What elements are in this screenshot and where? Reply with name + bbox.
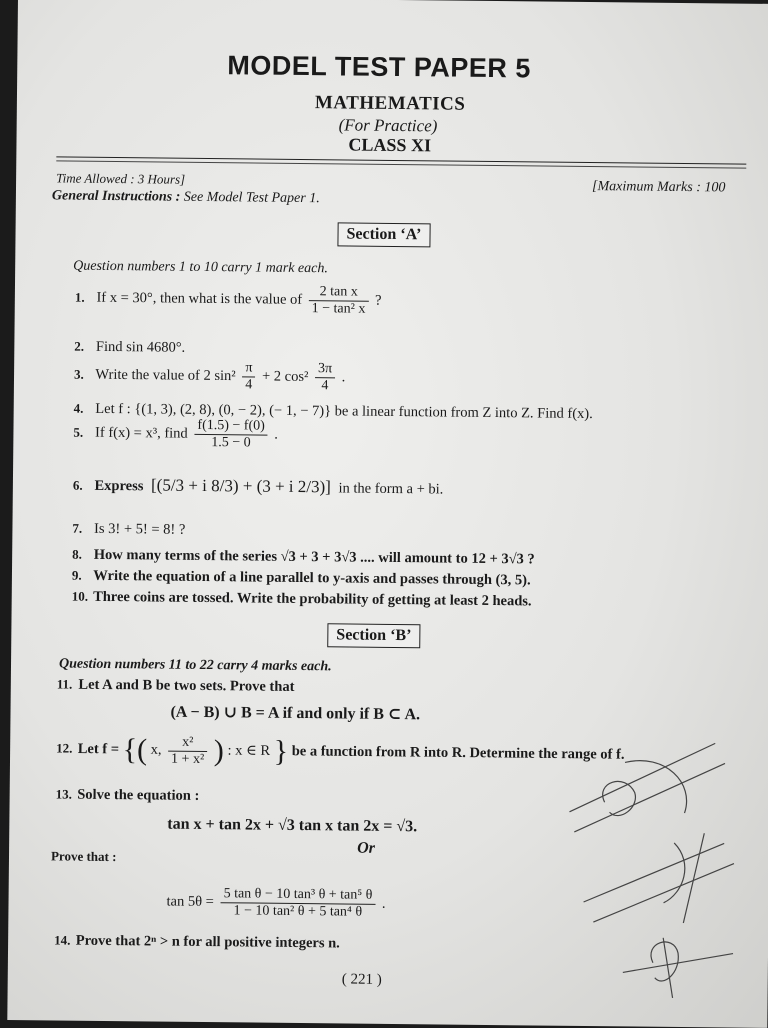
general-instructions-text: See Model Test Paper 1.	[183, 189, 320, 207]
question-text-end: .	[341, 369, 346, 386]
question-number: 6.	[72, 477, 83, 493]
question-text: Prove that 2ⁿ > n for all positive integers n.	[75, 932, 340, 952]
fraction-numerator: 2 tan x	[309, 284, 369, 302]
fraction-numerator: f(1.5) − f(0)	[194, 418, 268, 436]
page-number: ( 221 )	[341, 971, 382, 988]
set-condition: : x ∈ R	[227, 742, 271, 760]
question-5	[73, 417, 278, 452]
fraction-denominator: 4	[321, 378, 329, 394]
section-a-note: Question numbers 1 to 10 carry 1 mark each.	[73, 258, 328, 277]
prove-that-label: Prove that :	[50, 848, 117, 865]
question-text-end: .	[274, 426, 279, 443]
time-allowed: Time Allowed : 3 Hours]	[56, 170, 186, 187]
identity-end: .	[381, 895, 386, 912]
question-number: 12.	[56, 740, 73, 756]
question-text: Write the value of 2 sin²	[95, 366, 236, 385]
question-number: 14.	[54, 932, 71, 948]
fraction-denominator: 4	[245, 377, 253, 393]
question-text: Let f =	[77, 741, 120, 758]
fraction-numerator: 5 tan θ − 10 tan³ θ + tan⁵ θ	[221, 886, 376, 905]
fraction-denominator: 1 − tan² x	[311, 301, 366, 317]
question-text: Three coins are tossed. Write the probability of getting at least 2 heads.	[93, 588, 532, 610]
section-a-heading: Section ‘A’	[337, 222, 430, 247]
question-text: Write the equation of a line parallel to y-axis and passes through (3, 5).	[93, 567, 531, 589]
general-instructions-label: General Instructions :	[51, 188, 181, 205]
fraction	[242, 360, 255, 393]
fraction-denominator: 1 + x²	[171, 751, 205, 767]
question-text-end: in the form a + bi.	[338, 480, 444, 498]
general-instructions	[52, 188, 320, 207]
identity-equation	[166, 886, 385, 921]
complex-expression: [(5/3 + i 8/3) + (3 + i 2/3)]	[150, 475, 331, 497]
question-text: If f(x) = x³, find	[94, 424, 188, 442]
fraction-numerator: π	[242, 360, 255, 377]
question-8	[72, 547, 535, 569]
fraction	[168, 734, 207, 767]
question-3	[74, 359, 346, 395]
question-number: 3.	[73, 366, 84, 382]
question-number: 8.	[72, 546, 83, 562]
pencil-scribble-drawing	[563, 722, 746, 1004]
page-title: MODEL TEST PAPER 5	[227, 50, 532, 84]
question-text-end: ?	[375, 292, 382, 309]
question-6	[73, 475, 444, 499]
or-label: Or	[357, 839, 375, 857]
question-7	[72, 521, 185, 539]
fraction	[309, 284, 369, 318]
question-11-equation: (A − B) ∪ B = A if and only if B ⊂ A.	[170, 703, 421, 724]
question-number: 2.	[74, 338, 85, 354]
section-b-note: Question numbers 11 to 22 carry 4 marks each.	[58, 656, 332, 675]
question-text-mid: + 2 cos²	[261, 368, 309, 385]
subject-heading: MATHEMATICS	[314, 92, 466, 115]
question-2	[74, 339, 185, 357]
question-11	[57, 676, 295, 695]
fraction-denominator: 1.5 − 0	[211, 435, 251, 451]
question-number: 11.	[56, 676, 73, 692]
fraction-numerator: 3π	[315, 361, 335, 378]
question-9	[72, 568, 531, 590]
question-number: 10.	[71, 588, 89, 604]
fraction	[315, 361, 335, 394]
set-paren-close: )	[213, 734, 225, 768]
question-14	[54, 932, 340, 952]
question-13-equation: tan x + tan 2x + √3 tan x tan 2x = √3.	[167, 815, 418, 836]
paper-sheet	[7, 0, 768, 1028]
question-number: 1.	[74, 289, 85, 305]
question-text: Is 3! + 5! = 8! ?	[93, 520, 186, 538]
question-1	[75, 282, 382, 318]
question-number: 4.	[73, 400, 84, 416]
question-number: 9.	[71, 567, 82, 583]
question-10	[72, 589, 532, 611]
question-number: 5.	[73, 424, 84, 440]
fraction-denominator: 1 − 10 tan² θ + 5 tan⁴ θ	[233, 903, 363, 920]
question-text: Let A and B be two sets. Prove that	[78, 676, 295, 695]
set-brace-open: {(	[122, 733, 148, 767]
section-b-heading: Section ‘B’	[327, 623, 420, 648]
question-number: 13.	[55, 786, 72, 802]
fraction-numerator: x²	[168, 734, 207, 751]
question-text: If x = 30°, then what is the value of	[96, 289, 303, 308]
set-brace-close: }	[273, 734, 289, 768]
question-text: Express	[94, 477, 144, 495]
question-number: 7.	[72, 520, 83, 536]
question-text: How many terms of the series √3 + 3 + 3√3 .... will amount to 12 + 3√3 ?	[93, 546, 535, 568]
set-element: x,	[150, 741, 162, 758]
fraction	[194, 418, 268, 452]
practice-label: (For Practice)	[338, 115, 438, 136]
question-12	[56, 732, 625, 772]
question-text-end: be a function from R into R. Determine the range of f.	[291, 743, 625, 763]
maximum-marks: [Maximum Marks : 100	[591, 179, 726, 196]
question-text: Solve the equation :	[77, 786, 200, 804]
class-label: CLASS XI	[348, 134, 432, 156]
question-text: Let f : {(1, 3), (2, 8), (0, − 2), (− 1, − 7)} be a linear function from Z into Z. Find f(x).	[95, 400, 593, 423]
fraction	[220, 886, 375, 921]
question-text: Find sin 4680°.	[95, 338, 186, 356]
question-13	[56, 786, 200, 805]
identity-lhs: tan 5θ =	[166, 893, 214, 910]
